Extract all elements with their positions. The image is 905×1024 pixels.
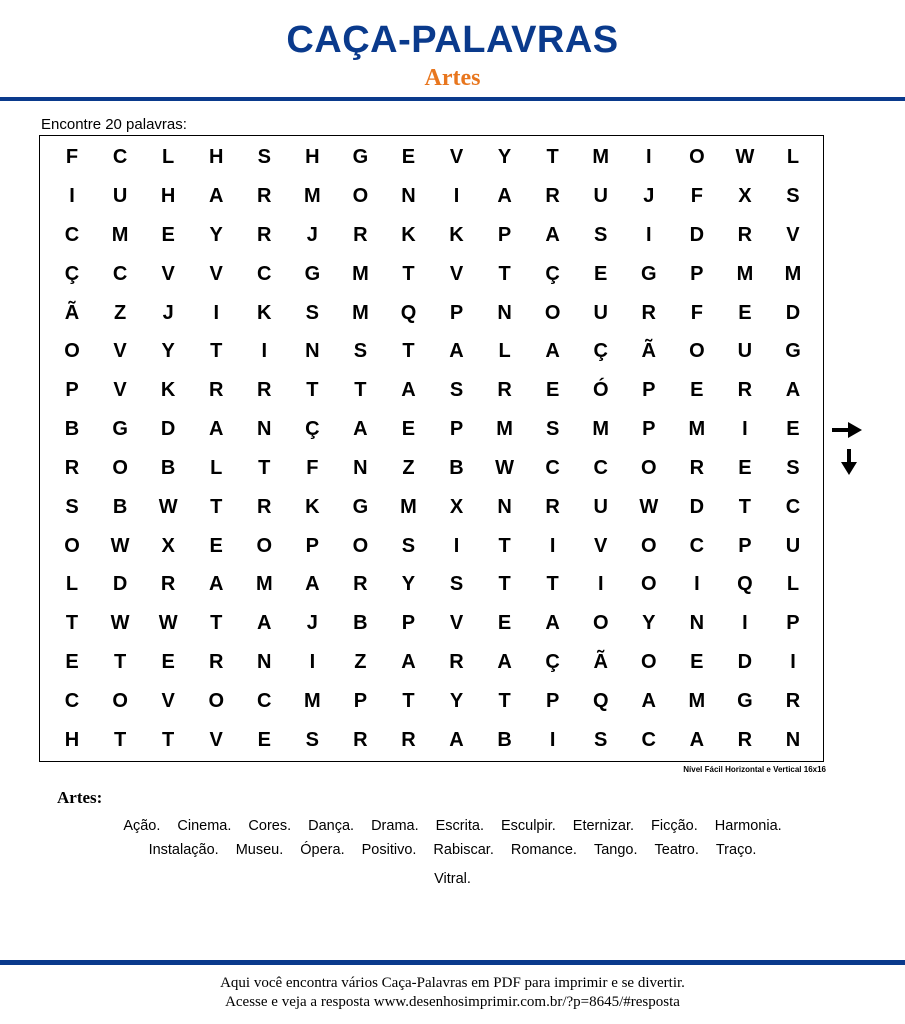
grid-cell: N — [305, 340, 320, 363]
grid-cell: I — [646, 224, 652, 247]
grid-cell: M — [784, 262, 802, 285]
grid-cell: E — [257, 728, 271, 751]
word-list-item: Tango. — [593, 842, 638, 858]
grid-cell: J — [162, 301, 174, 324]
grid-cell: V — [594, 534, 608, 557]
word-list-heading: Artes: — [57, 788, 103, 807]
grid-cell: M — [111, 224, 129, 247]
grid-cell: D — [785, 301, 801, 324]
grid-cell: T — [402, 340, 415, 363]
grid-cell: R — [353, 224, 368, 247]
grid-cell: S — [65, 495, 79, 518]
grid-cell: V — [449, 612, 464, 635]
grid-cell: Z — [402, 456, 415, 479]
grid-cell: G — [304, 262, 321, 285]
grid-cell: P — [449, 301, 464, 324]
word-list-item: Romance. — [510, 842, 577, 858]
grid-cell: G — [785, 340, 801, 363]
word-list-item: Dança. — [308, 818, 355, 834]
grid-cell: P — [401, 612, 416, 635]
grid-cell: F — [690, 185, 703, 208]
grid-cell: N — [497, 301, 512, 324]
grid-cell: G — [641, 262, 657, 285]
grid-cell: Y — [209, 224, 223, 247]
grid-cell: A — [449, 728, 464, 751]
grid-cell: A — [257, 612, 272, 635]
grid-cell: S — [594, 224, 608, 247]
grid-cell: O — [689, 340, 705, 363]
grid-cell: R — [689, 456, 705, 479]
grid-cell: A — [545, 612, 560, 635]
grid-cell: S — [786, 456, 800, 479]
grid-cell: M — [400, 495, 417, 518]
word-search-grid — [39, 135, 824, 762]
grid-cell: U — [593, 301, 608, 324]
footer — [0, 974, 905, 1012]
grid-cell: G — [352, 495, 369, 518]
grid-cell: T — [402, 689, 415, 712]
grid-cell: Ã — [641, 340, 656, 363]
grid-cell: N — [785, 728, 801, 751]
grid-cell: R — [449, 650, 464, 673]
grid-cell: E — [738, 301, 752, 324]
grid-cell: I — [453, 185, 460, 208]
grid-cell: V — [449, 146, 464, 169]
grid-cell: A — [689, 728, 705, 751]
grid-cell: T — [402, 262, 415, 285]
grid-cell: P — [65, 379, 79, 402]
word-list-item: Cinema. — [177, 818, 232, 834]
grid-cell: A — [208, 185, 224, 208]
word-list-item: Ficção. — [651, 818, 698, 834]
grid-cell: E — [161, 224, 175, 247]
grid-cell: D — [689, 495, 705, 518]
grid-cell: P — [305, 534, 320, 557]
grid-cell: S — [786, 185, 800, 208]
grid-cell: X — [449, 495, 464, 518]
grid-cell: I — [309, 650, 316, 673]
grid-cell: T — [210, 495, 223, 518]
grid-cell: H — [208, 146, 224, 169]
grid-cell: C — [593, 456, 608, 479]
footer-line-2: Acesse e veja a resposta www.desenhosimprimir.com.br/?p=8645/#resposta — [225, 994, 680, 1010]
word-list-item: Teatro. — [654, 842, 699, 858]
grid-cell: I — [646, 146, 652, 169]
grid-cell: E — [786, 418, 800, 441]
grid-cell: K — [160, 379, 176, 402]
grid-cell: M — [688, 689, 706, 712]
grid-cell: T — [258, 456, 271, 479]
grid-cell: I — [453, 534, 460, 557]
grid-cell: N — [257, 418, 272, 441]
grid-cell: L — [162, 146, 175, 169]
grid-cell: C — [112, 262, 128, 285]
grid-cell: O — [592, 612, 609, 635]
grid-cell: F — [306, 456, 319, 479]
grid-cell: H — [64, 728, 80, 751]
grid-cell: B — [449, 456, 464, 479]
grid-cell: R — [545, 185, 560, 208]
grid-cell: O — [544, 301, 561, 324]
word-list-item: Drama. — [371, 818, 419, 834]
grid-cell: E — [690, 379, 704, 402]
word-list-item: Vitral. — [434, 871, 471, 887]
grid-cell: L — [786, 146, 800, 169]
grid-cell: M — [304, 185, 321, 208]
grid-cell: N — [353, 456, 368, 479]
grid-cell: O — [112, 689, 128, 712]
grid-cell: Q — [737, 573, 753, 596]
grid-cell: Y — [161, 340, 175, 363]
grid-cell: D — [737, 650, 753, 673]
grid-cell: Z — [113, 301, 127, 324]
grid-cell: S — [545, 418, 560, 441]
grid-cell: G — [737, 689, 753, 712]
grid-cell: U — [593, 495, 608, 518]
grid-cell: Z — [354, 650, 367, 673]
grid-cell: R — [257, 185, 272, 208]
grid-cell: S — [594, 728, 608, 751]
grid-cell: A — [353, 418, 368, 441]
grid-cell: R — [497, 379, 512, 402]
grid-cell: T — [162, 728, 175, 751]
grid-cell: D — [112, 573, 128, 596]
grid-cell: R — [737, 379, 753, 402]
grid-cell: S — [257, 146, 271, 169]
grid-cell: M — [255, 573, 273, 596]
grid-cell: E — [401, 146, 416, 169]
grid-cell: J — [306, 612, 318, 635]
grid-cell: G — [352, 146, 369, 169]
grid-cell: Ã — [64, 301, 80, 324]
grid-cell: A — [497, 650, 512, 673]
grid-cell: A — [545, 340, 560, 363]
grid-cell: B — [497, 728, 512, 751]
grid-cell: Q — [400, 301, 417, 324]
grid-cell: Y — [401, 573, 416, 596]
grid-cell: C — [689, 534, 705, 557]
grid-cell: T — [210, 340, 223, 363]
word-list-item: Ópera. — [300, 842, 345, 858]
grid-cell: C — [112, 146, 128, 169]
grid-cell: M — [592, 418, 610, 441]
grid-cell: Ç — [545, 650, 560, 673]
grid-cell: Q — [592, 689, 609, 712]
grid-cell: R — [545, 495, 560, 518]
word-list-item: Traço. — [715, 842, 757, 858]
grid-cell: I — [213, 301, 219, 324]
grid-cell: I — [742, 418, 748, 441]
grid-cell: U — [593, 185, 608, 208]
grid-cell: C — [785, 495, 801, 518]
grid-cell: W — [158, 612, 178, 635]
grid-cell: Y — [449, 689, 464, 712]
grid-cell: H — [160, 185, 176, 208]
difficulty-note: Nível Fácil Horizontal e Vertical 16x16 — [683, 765, 826, 774]
grid-cell: L — [210, 456, 223, 479]
grid-cell: T — [498, 573, 511, 596]
grid-cell: N — [497, 495, 512, 518]
grid-cell: O — [641, 573, 657, 596]
grid-cell: W — [735, 146, 755, 169]
grid-cell: T — [113, 650, 127, 673]
grid-cell: F — [690, 301, 703, 324]
grid-cell: O — [208, 689, 224, 712]
grid-cell: S — [449, 573, 464, 596]
grid-cell: P — [738, 534, 752, 557]
word-list-item: Positivo. — [361, 842, 417, 858]
grid-cell: T — [65, 612, 79, 635]
grid-cell: K — [449, 224, 464, 247]
grid-cell: U — [737, 340, 753, 363]
grid-cell: K — [257, 301, 272, 324]
grid-cell: V — [161, 689, 175, 712]
grid-cell: Ó — [592, 379, 609, 402]
grid-cell: I — [597, 573, 604, 596]
grid-cell: K — [401, 224, 416, 247]
grid-cell: T — [546, 573, 559, 596]
word-list — [30, 814, 875, 891]
grid-cell: E — [594, 262, 608, 285]
grid-cell: S — [305, 728, 320, 751]
grid-cell: R — [208, 379, 224, 402]
grid-cell: P — [497, 224, 512, 247]
word-list-item: Rabiscar. — [433, 842, 494, 858]
grid-cell: E — [401, 418, 416, 441]
grid-cell: R — [401, 728, 416, 751]
grid-cell: T — [498, 534, 511, 557]
grid-cell: P — [690, 262, 704, 285]
grid-cell: U — [785, 534, 801, 557]
grid-cell: P — [786, 612, 800, 635]
word-list-item: Harmonia. — [714, 818, 782, 834]
top-divider — [0, 97, 905, 101]
grid-cell: T — [113, 728, 127, 751]
grid-cell: O — [112, 456, 128, 479]
grid-cell: M — [352, 301, 369, 324]
grid-cell: A — [208, 418, 224, 441]
grid-cell: T — [738, 495, 752, 518]
grid-cell: M — [736, 262, 754, 285]
arrow-right-icon — [830, 420, 864, 440]
grid-cell: O — [352, 185, 369, 208]
grid-cell: L — [498, 340, 511, 363]
grid-cell: T — [306, 379, 319, 402]
grid-cell: U — [112, 185, 128, 208]
grid-cell: B — [64, 418, 80, 441]
word-list-item: Museu. — [235, 842, 284, 858]
arrow-down-icon — [838, 448, 860, 476]
grid-cell: A — [449, 340, 464, 363]
grid-cell: J — [306, 224, 318, 247]
grid-cell: E — [545, 379, 560, 402]
grid-cell: O — [64, 534, 80, 557]
grid-cell: M — [304, 689, 321, 712]
word-list-item: Escrita. — [435, 818, 484, 834]
grid-cell: A — [401, 379, 416, 402]
grid-cell: K — [305, 495, 320, 518]
grid-cell: S — [449, 379, 464, 402]
grid-cell: E — [209, 534, 223, 557]
grid-cell: V — [161, 262, 175, 285]
grid-cell: M — [352, 262, 369, 285]
grid-cell: P — [353, 689, 368, 712]
grid-cell: E — [690, 650, 704, 673]
grid-cell: A — [208, 573, 224, 596]
grid-cell: B — [353, 612, 368, 635]
grid-cell: E — [738, 456, 752, 479]
grid-cell: O — [352, 534, 369, 557]
grid-cell: X — [161, 534, 175, 557]
word-list-item: Esculpir. — [500, 818, 556, 834]
grid-cell: M — [496, 418, 513, 441]
grid-cell: S — [353, 340, 368, 363]
grid-cell: Ã — [593, 650, 608, 673]
word-list-row — [30, 867, 875, 891]
grid-cell: T — [354, 379, 367, 402]
grid-cell: F — [65, 146, 79, 169]
footer-line-1: Aqui você encontra vários Caça-Palavras em PDF para imprimir e se divertir. — [220, 975, 685, 991]
grid-cell: I — [549, 534, 556, 557]
grid-cell: W — [158, 495, 178, 518]
grid-cell: Ç — [305, 418, 320, 441]
grid-cell: Y — [642, 612, 656, 635]
grid-cell: C — [641, 728, 656, 751]
grid-cell: Ç — [593, 340, 608, 363]
grid-cell: P — [642, 379, 656, 402]
page-title: CAÇA-PALAVRAS — [286, 19, 619, 61]
grid-cell: C — [257, 262, 272, 285]
grid-cell: C — [64, 224, 80, 247]
grid-cell: V — [449, 262, 464, 285]
bottom-divider — [0, 960, 905, 965]
grid-cell: L — [786, 573, 800, 596]
grid-cell: V — [209, 728, 223, 751]
grid-cell: M — [592, 146, 610, 169]
grid-cell: D — [689, 224, 705, 247]
grid-cell: R — [353, 573, 368, 596]
grid-cell: R — [257, 495, 272, 518]
grid-cell: V — [209, 262, 223, 285]
grid-cell: B — [160, 456, 176, 479]
grid-cell: Ç — [64, 262, 80, 285]
grid-cell: Y — [497, 146, 512, 169]
grid-cell: P — [642, 418, 656, 441]
instruction-text: Encontre 20 palavras: — [41, 116, 187, 133]
grid-cell: E — [497, 612, 512, 635]
grid-cell: C — [257, 689, 272, 712]
grid-cell: I — [549, 728, 556, 751]
grid-cell: J — [643, 185, 655, 208]
grid-cell: W — [639, 495, 659, 518]
grid-cell: R — [737, 728, 753, 751]
grid-cell: I — [694, 573, 700, 596]
grid-cell: R — [257, 224, 272, 247]
grid-cell: I — [69, 185, 75, 208]
word-list-item: Instalação. — [148, 842, 219, 858]
grid-cell: N — [689, 612, 705, 635]
grid-cell: O — [641, 650, 657, 673]
grid-cell: V — [113, 379, 127, 402]
grid-cell: R — [353, 728, 368, 751]
grid-cell: W — [495, 456, 515, 479]
grid-cell: R — [785, 689, 801, 712]
grid-cell: Ç — [545, 262, 560, 285]
grid-cell: W — [110, 612, 130, 635]
grid-cell: N — [401, 185, 416, 208]
grid-cell: H — [305, 146, 320, 169]
grid-cell: R — [208, 650, 224, 673]
grid-cell: O — [689, 146, 705, 169]
grid-cell: I — [261, 340, 268, 363]
grid-cell: R — [160, 573, 176, 596]
grid-cell: S — [401, 534, 416, 557]
word-list-item: Cores. — [248, 818, 292, 834]
grid-cell: R — [64, 456, 80, 479]
grid-cell: A — [401, 650, 416, 673]
grid-cell: G — [112, 418, 128, 441]
word-list-item: Ação. — [123, 818, 161, 834]
grid-cell: A — [641, 689, 656, 712]
grid-cell: T — [210, 612, 223, 635]
grid-cell: O — [64, 340, 80, 363]
word-list-row — [30, 814, 875, 838]
page-subtitle: Artes — [424, 65, 481, 91]
grid-cell: A — [545, 224, 560, 247]
grid-cell: T — [498, 262, 511, 285]
grid-cell: E — [65, 650, 79, 673]
grid-cell: C — [64, 689, 80, 712]
grid-cell: E — [161, 650, 175, 673]
grid-cell: S — [305, 301, 320, 324]
grid-cell: A — [497, 185, 512, 208]
grid-cell: D — [160, 418, 176, 441]
grid-cell: R — [257, 379, 272, 402]
word-list-item: Eternizar. — [572, 818, 635, 834]
grid-cell: O — [641, 534, 657, 557]
grid-cell: O — [641, 456, 657, 479]
grid-cell: R — [641, 301, 656, 324]
grid-cell: X — [738, 185, 752, 208]
grid-cell: I — [742, 612, 748, 635]
grid-cell: P — [545, 689, 560, 712]
grid-cell: N — [257, 650, 272, 673]
grid-cell: P — [449, 418, 464, 441]
grid-cell: A — [785, 379, 801, 402]
grid-cell: R — [737, 224, 753, 247]
grid-cell: V — [786, 224, 800, 247]
grid-cell: L — [65, 573, 79, 596]
grid-cell: I — [790, 650, 796, 673]
grid-cell: C — [545, 456, 560, 479]
grid-cell: V — [113, 340, 127, 363]
grid-cell: T — [498, 689, 511, 712]
grid-cell: O — [256, 534, 273, 557]
grid-cell: B — [112, 495, 128, 518]
word-list-row — [30, 838, 875, 862]
grid-cell: A — [305, 573, 320, 596]
grid-cell: M — [688, 418, 706, 441]
grid-cell: W — [110, 534, 130, 557]
grid-cell: T — [546, 146, 559, 169]
